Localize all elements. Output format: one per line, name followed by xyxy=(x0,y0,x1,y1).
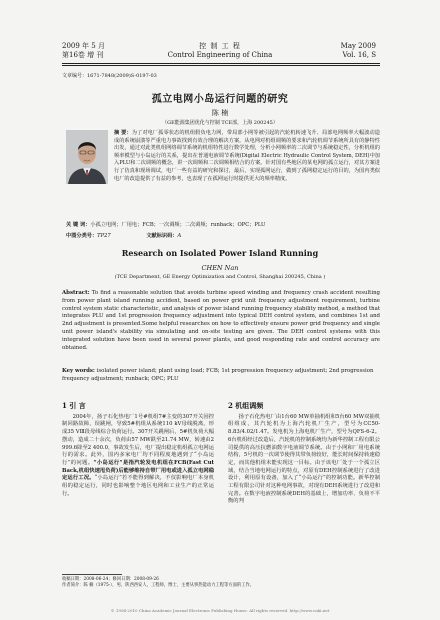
section-frequency-regulation xyxy=(228,402,380,506)
section-introduction xyxy=(62,402,214,498)
abstract-en-label: Abstract: xyxy=(62,290,90,296)
section-heading-frequency-regulation: 2 机组调频 xyxy=(228,401,264,410)
header-date-line: 2009 年 5 月 xyxy=(62,42,105,50)
header-rule-bottom xyxy=(62,65,380,66)
article-number: 文章编号：1671-7848(2009)S-0197-03 xyxy=(62,73,157,79)
intro-definition-bold: “小岛运行”是指汽轮发电机组在FCB(Fast Cut Back,机组快速甩负荷)后能够维持自带厂用电或进入孤立电网稳定运行工况。 xyxy=(62,459,214,482)
header-month-year: May 2009 xyxy=(340,42,376,50)
header-rule-top xyxy=(62,63,380,64)
clc-value: TP27 xyxy=(97,233,111,239)
intro-text-end: “小岛运行”若不能得到解决，不仅影响电厂本身机组的稳定运行，同时也影响整个地区电网和工业生产的正常运行。 xyxy=(62,475,214,497)
abstract-en xyxy=(62,290,380,352)
keywords-cn-label: 关 键 词： xyxy=(66,222,91,228)
footnote-rule xyxy=(62,574,122,575)
section-heading-introduction: 1 引 言 xyxy=(62,401,86,410)
journal-name-cn: 控 制 工 程 xyxy=(199,42,241,50)
keywords-en-text: isolated power island; plant using load; FCB; 1st progression frequency adjustment; 2nd progression frequency adjustment; runback; OPC; PLU xyxy=(62,368,374,382)
abstract-cn xyxy=(114,130,380,183)
doc-code-value: A xyxy=(177,233,182,239)
author-cn: 陈 楠 xyxy=(211,109,229,117)
keywords-cn xyxy=(66,222,384,230)
intro-text-start: 2004年，扬子石化热电厂1号#机组7#主变的307开关因控制回路故障，误跳闸，导致5#机组从系统110 kV母线脱离，形成35 VⅢ段母线综合负荷运行。307开关跳闸后，5#机负荷大幅摆动，造成二十余次，负荷由57 MW跌至21.74 MW，转速由2 999.6降至2 400.0，事故发生后，电厂提出稳定机组孤立电网运行的需求。此外，国内多家电厂均不同程度地遇到了“小岛运行”的问题。 xyxy=(62,413,214,466)
footnote-received: 收稿日期：2008-06-24；修回日期：2008-09-26 xyxy=(62,577,159,582)
copyright-notice: © 1994-2010 China Academic Journal Electronic Publishing House. All rights reserved. http://www.cnki.net xyxy=(110,608,330,613)
author-portrait-image xyxy=(66,130,108,184)
footnote-bio: 作者简介：陈 楠（1975-），男，陕西西安人，工程师，博士，主要从事热能动力工程等方面的工作。 xyxy=(62,583,255,588)
abstract-cn-label: 摘 要： xyxy=(114,130,132,136)
author-en: CHEN Nan xyxy=(201,264,239,272)
header-volume-line: 第16卷 增 刊 xyxy=(62,51,104,59)
affiliation-en: (TCE Department, GE Energy Optimization and Control, Shanghai 200245, China ) xyxy=(114,274,326,280)
paper-title-en: Research on Isolated Power Island Running xyxy=(121,248,319,258)
classification-line xyxy=(66,232,384,239)
clc-label: 中图分类号： xyxy=(66,233,98,239)
keywords-en xyxy=(62,368,380,384)
keywords-cn-text: 小孤立电网；厂用电；FCB；一次调频；二次调频；runback；OPC；PLU xyxy=(90,222,266,228)
footnote xyxy=(62,577,380,589)
header-vol: Vol. 16, S xyxy=(342,51,376,59)
doc-code-label: 文献标识码： xyxy=(146,233,178,239)
keywords-en-label: Key words: xyxy=(62,368,95,374)
header-issue xyxy=(341,42,376,60)
abstract-cn-text: 为了对电厂孤零状态的机组假负电力网，带局部小网等被引起的汽轮机转速飞升、局部电网频率大幅波动造成的系统崩溃等严重电力事故找到有效合理的解决方案。从电网对机组调频的要求和汽轮机调节系统所具有的静特性出发，通过对此类机组网络调节系统的机组特性进行数学处理，分析小网频率的二次调节与系统稳定性，分析机组的频率模型与小岛运行的关系，提出在普通电液调节系统(Digital Electric Hydraulic Control System, DEH)中加入PLU和二次调频的概念，讲一次调频和二次调频相结合的方案。针对国有些地区的某电网的孤立运行，对其方案进行了仿真和现场调试，电厂一些有益的研究和探讨，最后，实现孤网运行，做到了孤网稳定运行的目的，为国内类似电厂的改造提供了有益的参考，也表现了在孤网运行时提供更大的频率精度。 xyxy=(114,130,380,182)
paper-title-cn: 孤立电网小岛运行问题的研究 xyxy=(151,94,289,105)
section-introduction-body xyxy=(62,414,214,499)
affiliation-cn: （GE能源集团优化与控制 TCE部，上海 200245） xyxy=(162,120,278,126)
abstract-en-text: To find a reasonable solution that avoids turbine speed winding and frequency crash accident resulting from power plant island running accident, based on power grid unit frequency adjustment requirement, turbine control system static characteristic, and analysis of power island running frequency stability method, a method that integrates PLU and 1st progression frequency adjustment into typical DEH control system, and combines 1st and 2nd adjustment is presented.Some helpful researches on how to effectively ensure power grid frequency and single unit power island's stability via simulating and on-site testing are given. The DEH control systems with this integrated solution have been used in several power plants, and good responding rate and control accuracy are obtained. xyxy=(62,290,380,351)
journal-name-en: Control Engineering of China xyxy=(167,51,273,59)
section-frequency-regulation-body: 扬子石化热电厂由1台60 MW单抽机组和5台60 MW双抽机组组成，其汽轮机为上海汽轮机厂生产，型号为CC50-8.83/4.02/1.47。发电机为上海电机厂生产，型号为QFS-6-2。6台机组经过改造后，汽轮机的控制系统均为新华控制工程有限公司提供的高压抗燃油数字电液调节系统。由于小网和厂用电系统结构，5号机的一次调节使得其带负荷较好，能长时间保持转速稳定，而其他机组未能实现这一目标。由于该电厂处于一个孤立区域，结合当地电网运行的特点，对原有DEH控制系统进行了改进设计，利用原有设备，加入了“小岛运行”的控制功能。新华控制工程有限公司针对这种电网事故，对现有DEH系统进行了改进和完善。在数字电液控制系统DEH的基础上，增加功率、负荷不平衡的判 xyxy=(228,413,380,505)
author-photo xyxy=(66,130,108,184)
